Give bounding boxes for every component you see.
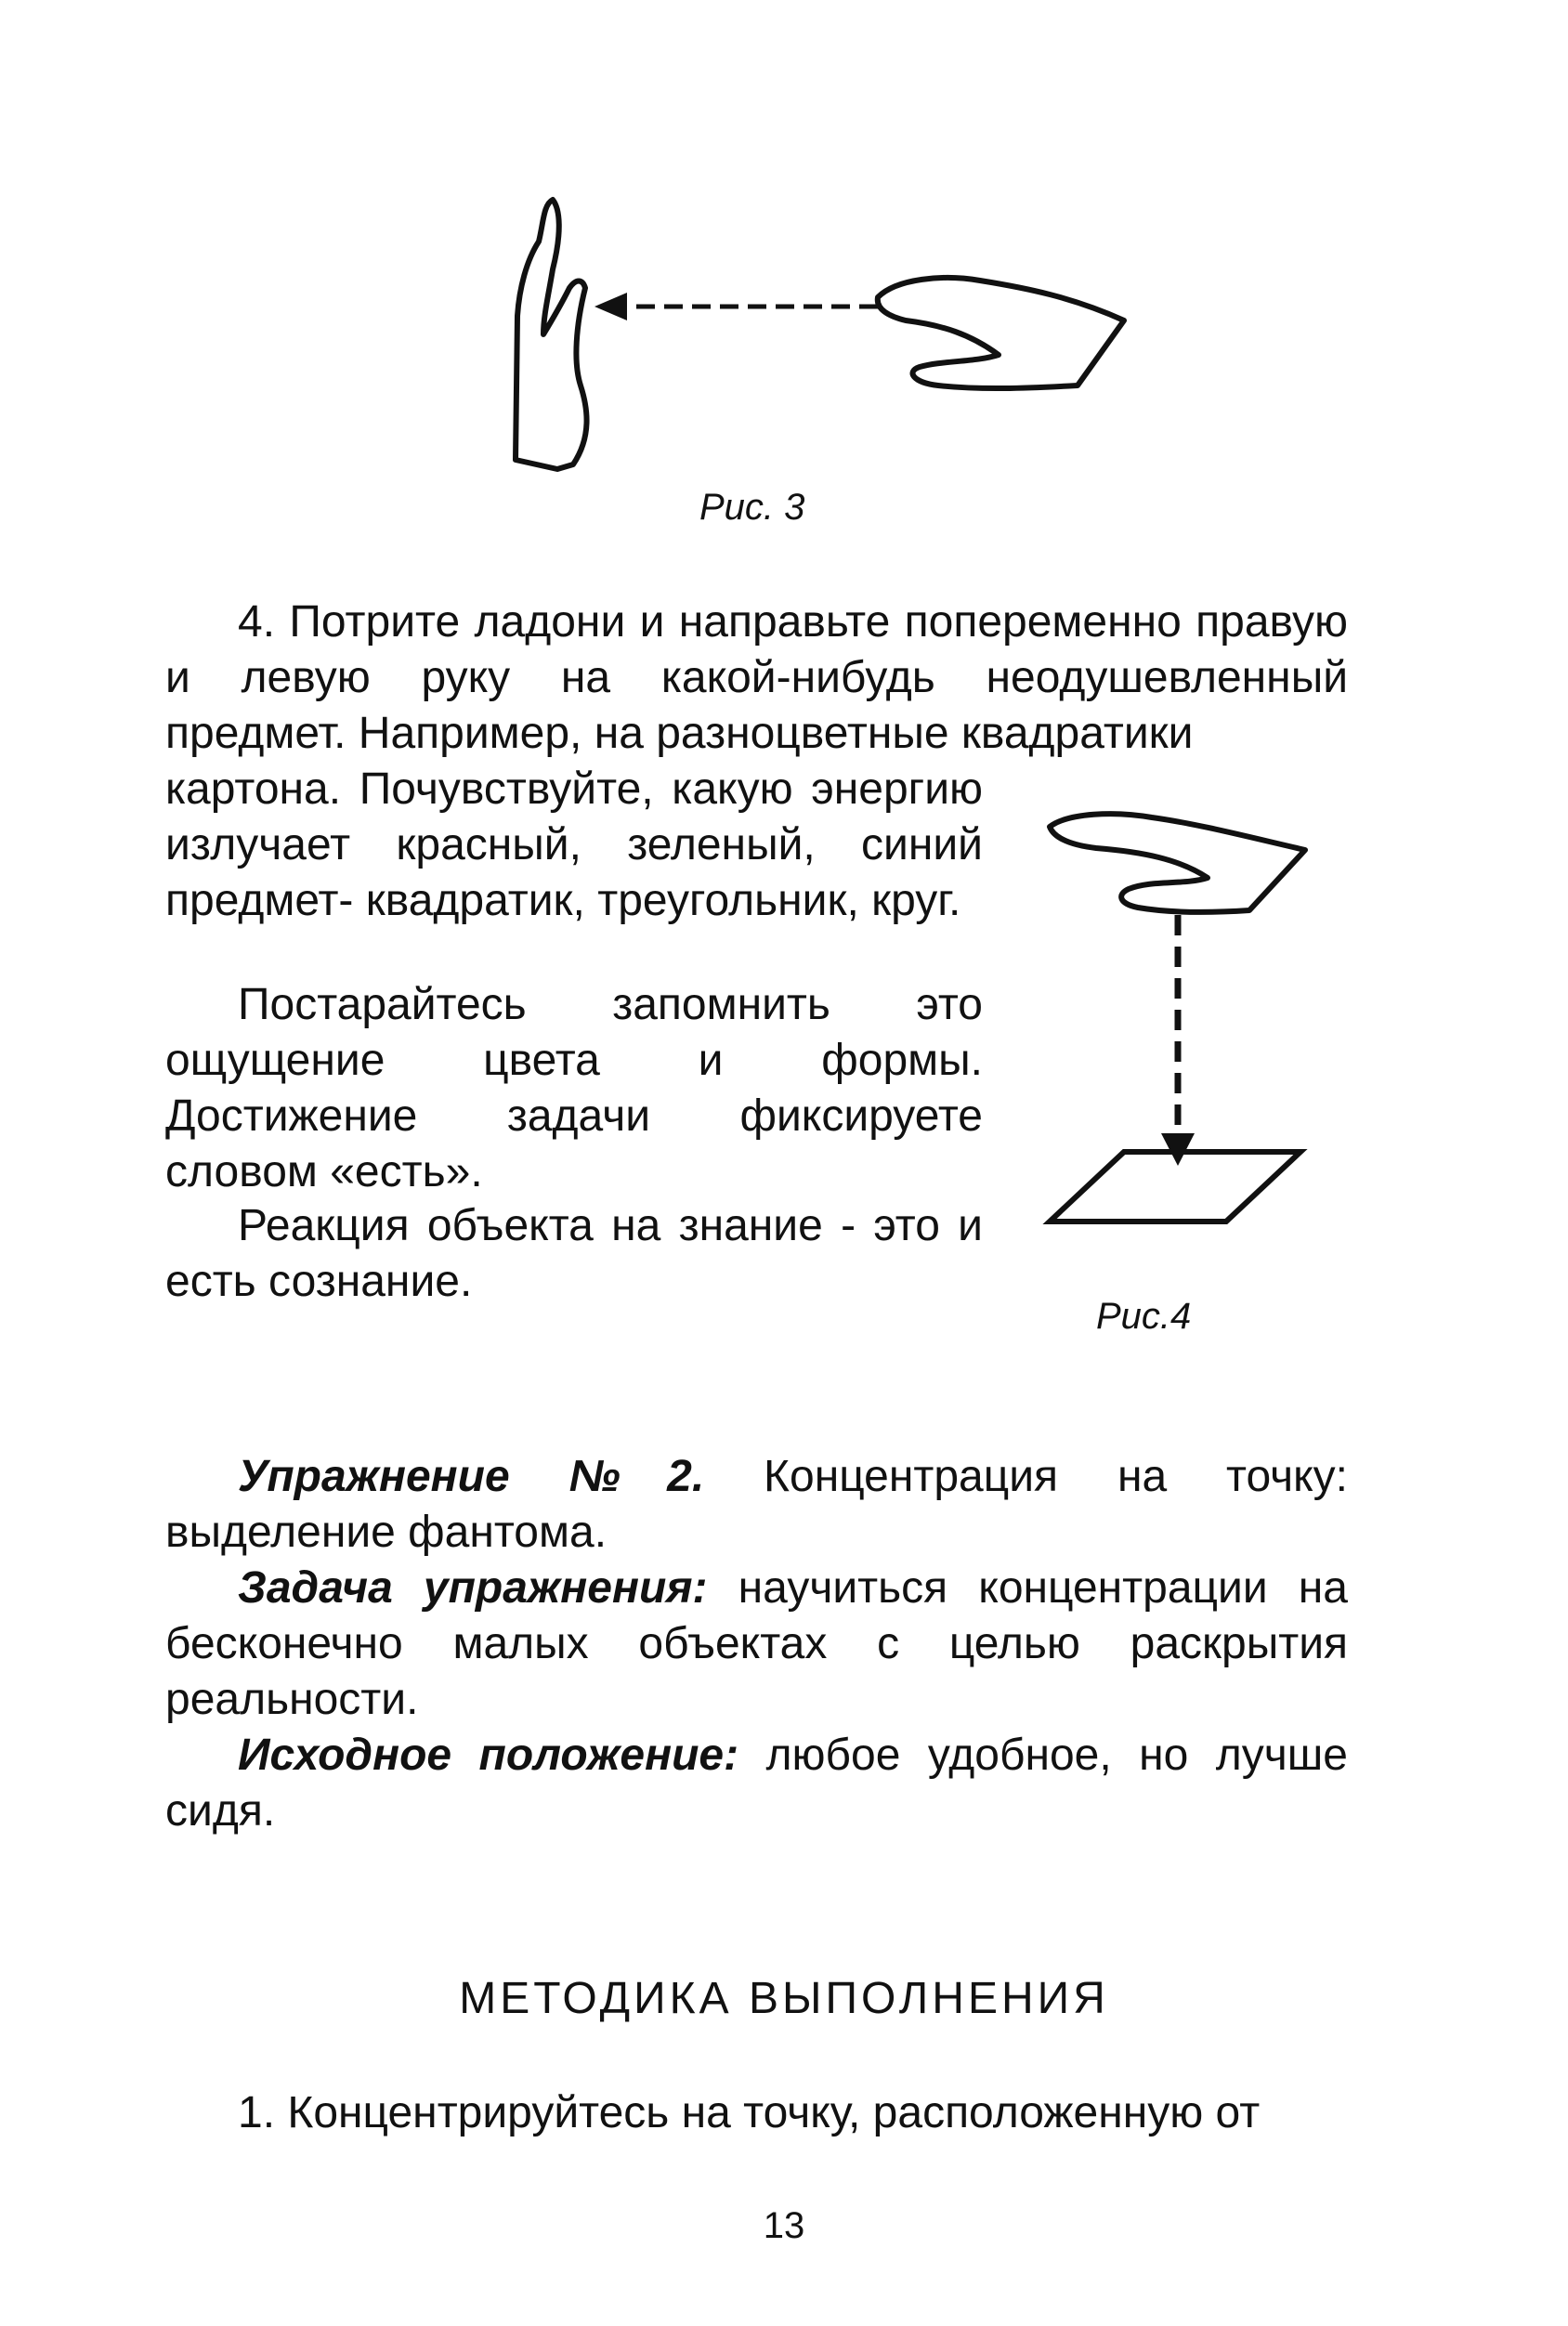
figure-4-illustration bbox=[1031, 785, 1328, 1249]
exercise-task bbox=[165, 1561, 1348, 1728]
starting-position bbox=[165, 1728, 1348, 1839]
figure-3-caption: Рис. 3 bbox=[699, 487, 805, 528]
reaction-paragraph: Реакция объекта на знание - это и есть сознание. bbox=[165, 1201, 983, 1306]
task-text: научиться концентрации на бесконечно малых объектах с целью раскрытия реальности. bbox=[165, 1563, 1349, 1724]
task-label: Задача упражнения: bbox=[238, 1563, 708, 1613]
arrow-head bbox=[595, 293, 627, 320]
horizontal-hand-drawing bbox=[1050, 814, 1305, 912]
parallelogram-shape bbox=[1050, 1152, 1300, 1222]
remember-paragraph: Постарайтесь запомнить это ощущение цвета и формы. Достижение задачи фиксируете словом «есть». bbox=[165, 980, 983, 1196]
section-heading: МЕТОДИКА ВЫПОЛНЕНИЯ bbox=[459, 1974, 1109, 2023]
exercise-2-label: Упражнение №2. bbox=[238, 1452, 705, 1501]
figure-4-caption: Рис.4 bbox=[1096, 1296, 1192, 1337]
horizontal-hand-drawing bbox=[878, 278, 1124, 388]
item-4-paragraph-continued: картона. Почувствуйте, какую энергию излучает красный, зеленый, синий предмет- квадратик, треугольник, круг. bbox=[165, 764, 983, 925]
item-4-paragraph-start: 4. Потрите ладони и направьте попеременно правую и левую руку на какой-нибудь неодушевленный предмет. Например, на разноцветные квадратики bbox=[165, 597, 1348, 758]
position-text: любое удобное, но лучше сидя. bbox=[165, 1731, 1348, 1836]
position-label: Исходное положение: bbox=[238, 1731, 739, 1780]
figure-3-illustration bbox=[506, 195, 1156, 474]
vertical-hand-drawing bbox=[516, 200, 587, 469]
exercise-2-title bbox=[165, 1449, 1348, 1561]
page-number: 13 bbox=[763, 2205, 805, 2246]
method-step-1: 1. Концентрируйтесь на точку, расположенную от bbox=[238, 2088, 1261, 2137]
exercise-2-text: Концентрация на точку: выделение фантома. bbox=[165, 1452, 1349, 1557]
